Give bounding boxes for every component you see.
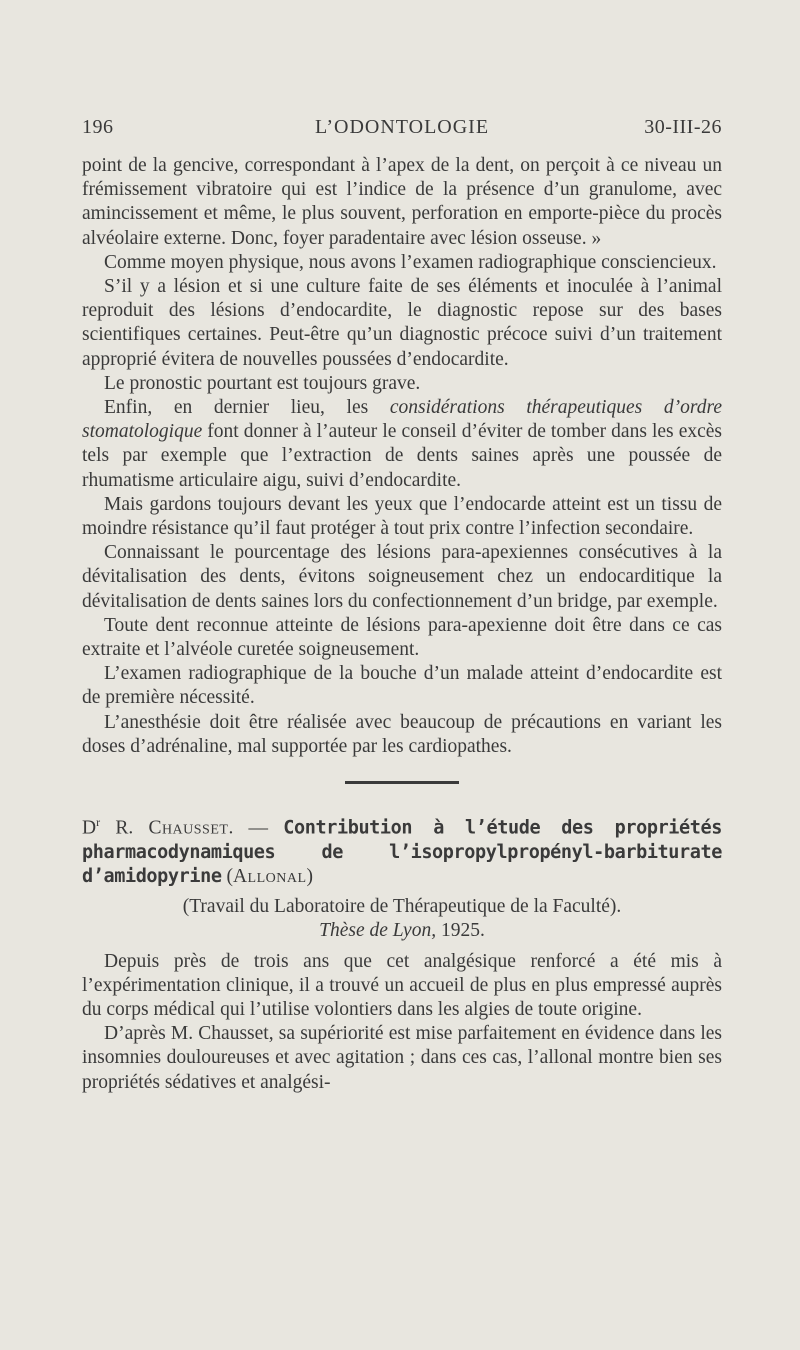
drug-name: Allonal (232, 865, 307, 887)
thesis-line (82, 919, 722, 943)
thesis-year: 1925. (436, 920, 485, 942)
lab-line: (Travail du Laboratoire de Thérapeutique de la Faculté). (182, 896, 622, 918)
paragraph: Mais gardons toujours devant les yeux que l’endocarde atteint est un tissu de moindre résistance qu’il faut protéger à tout prix contre l’infection secondaire. (82, 493, 722, 540)
text-run: Enfin, en dernier lieu, les (104, 397, 390, 419)
paragraph: L’anesthésie doit être réalisée avec beaucoup de précautions en variant les doses d’adrénaline, mal supportée par les cardiopathes. (82, 711, 722, 757)
paragraph: Comme moyen physique, nous avons l’examen radiographique consciencieux. (104, 251, 717, 273)
journal-title: L’ODONTOLOGIE (314, 116, 490, 138)
author-prefix: D (82, 817, 97, 839)
article-title: Contribution à l’étude des propriétés pharmacodynamiques de l’isopropylpropényl-barbiturate d’amidopyrine (82, 817, 722, 887)
text-run: font donner à l’auteur le conseil d’éviter de tomber dans les excès tels par exemple que l’extraction de dents saines après une poussée de rhumatisme articulaire aigu, suivi d’endocardite. (82, 421, 722, 491)
paragraph: Toute dent reconnue atteinte de lésions para-apexienne doit être dans ce cas extraite et l’alvéole curetée soigneusement. (82, 614, 722, 661)
paragraph: D’après M. Chausset, sa supériorité est mise parfaitement en évidence dans les insomnies douloureuses et avec agitation ; dans ces cas, l’allonal montre bien ses propriétés sédatives et analgési- (82, 1023, 722, 1093)
paragraph: S’il y a lésion et si une culture faite de ses éléments et inoculée à l’animal reproduit des lésions d’endocardite, le diagnostic repose sur des bases scientifiques certaines. Peut-être qu’un diagnostic précoce suivi d’un traitement approprié évitera de nouvelles poussées d’endocardite. (82, 276, 722, 370)
paren-close: ) (306, 865, 314, 887)
author-initial: R. (100, 817, 149, 839)
main-text (82, 154, 722, 1095)
paragraph: L’examen radiographique de la bouche d’un malade atteint d’endocardite est de première nécessité. (82, 663, 722, 709)
paragraph: Le pronostic pourtant est toujours grave. (104, 372, 421, 394)
heading-dash: . — (228, 817, 284, 839)
paragraph: point de la gencive, correspondant à l’apex de la dent, on perçoit à ce niveau un frémissement vibratoire qui est l’indice de la présence d’un granulome, avec amincissement et même, le plus souvent, perforation en emporte-pièce du procès alvéolaire externe. Donc, foyer paradentaire avec lésion osseuse. » (82, 155, 722, 249)
author-prefix-sup: r (96, 815, 101, 830)
page-number: 196 (82, 116, 114, 138)
paren-open: ( (221, 865, 233, 887)
paragraph: Connaissant le pourcentage des lésions para-apexiennes consécutives à la dévitalisation des dents, évitons soigneusement chez un endocarditique la dévitalisation de dents saines lors du confectionnement d’un bridge, par exemple. (82, 542, 722, 612)
paragraph: Depuis près de trois ans que cet analgésique renforcé a été mis à l’expérimentation clinique, il a trouvé un accueil de plus en plus empressé auprès du corps médical qui l’utilise volontiers dans les algies de toute origine. (82, 950, 722, 1020)
running-header (82, 116, 722, 144)
article-heading (82, 810, 722, 889)
section-divider (345, 781, 459, 784)
author-name: Chausset (148, 817, 229, 839)
thesis-label: Thèse de Lyon, (319, 920, 437, 942)
issue-date: 30-III-26 (644, 116, 722, 138)
italic-phrase: considérations thérapeutiques d’ordre stomatologique (82, 397, 722, 443)
paragraph (82, 396, 722, 493)
